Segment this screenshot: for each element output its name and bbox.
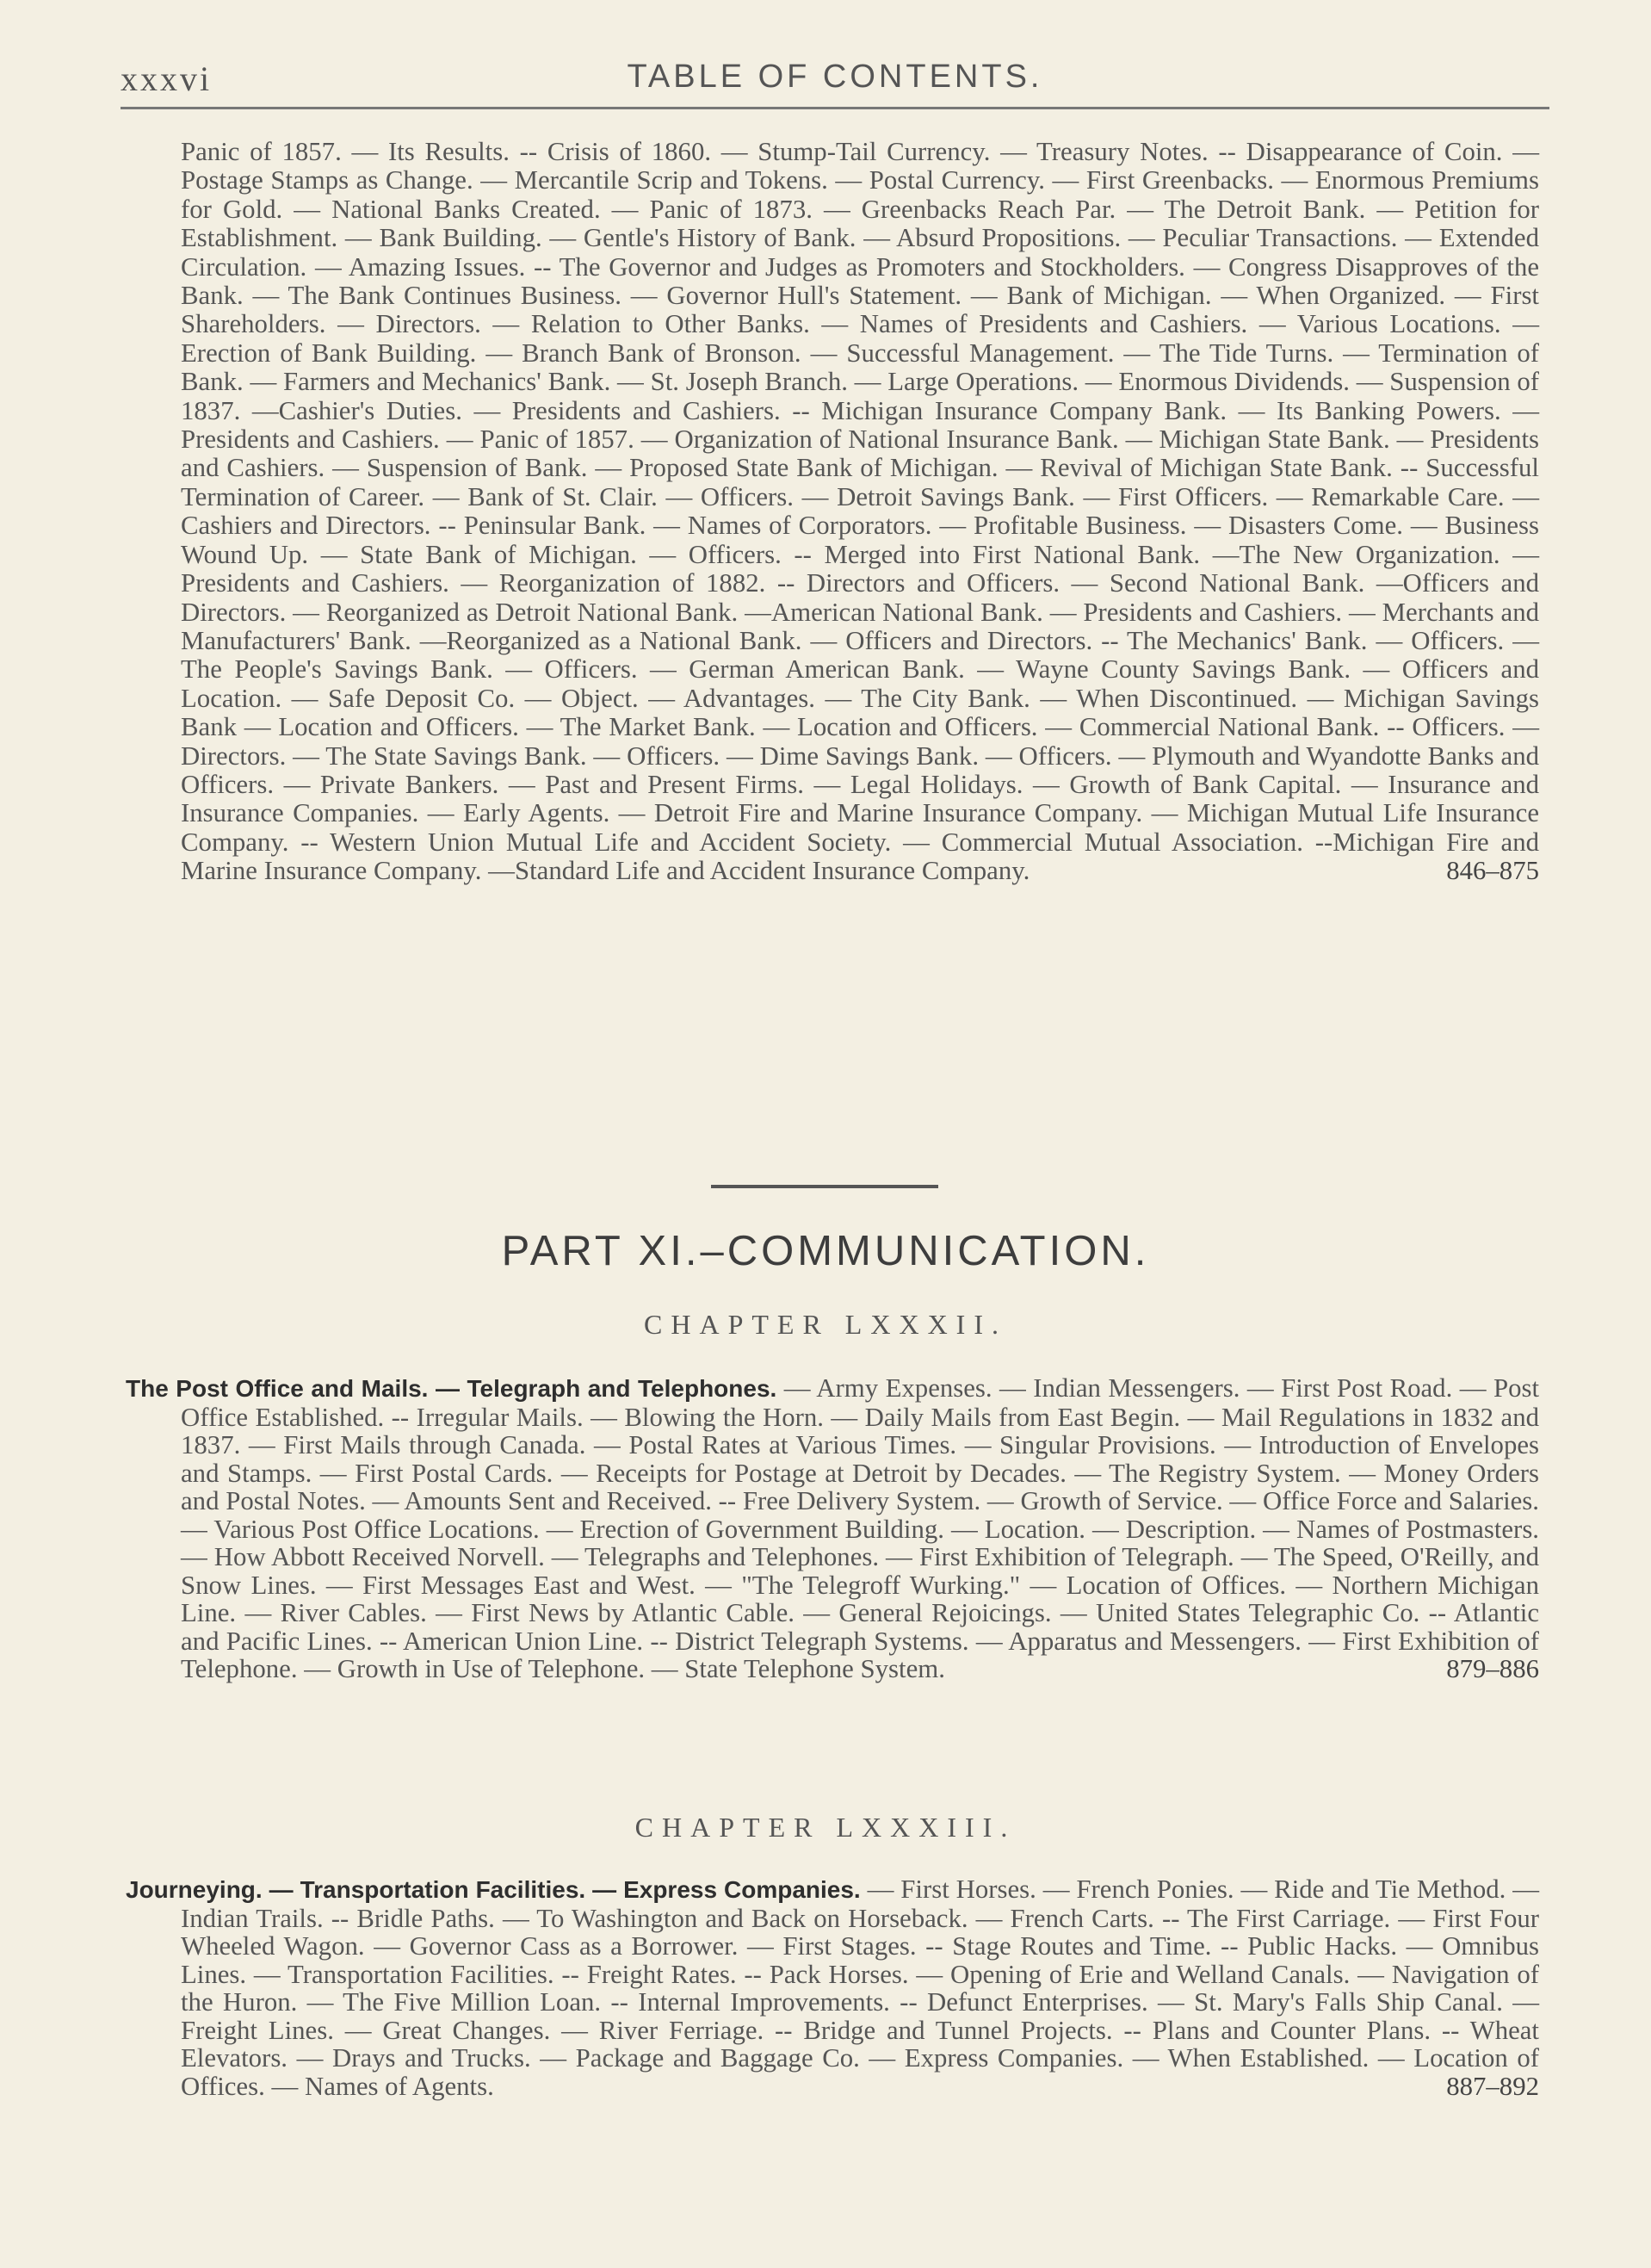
- header-rule: [121, 107, 1549, 109]
- chapter-heading: CHAPTER LXXXII.: [644, 1309, 1007, 1340]
- page-range: 887–892: [1446, 2071, 1539, 2101]
- entry-text: — Army Expenses. — Indian Messengers. — First Post Road. — Post Office Established. -- Irregular Mails. — Blowing the Horn. — Daily Mails from East Begin. — Mail Regulations in 1832 and 1837. — First Mails through Canada. — Postal Rates at Various Times. — Singular Provisions. — Introduction of Envelopes and Stamps. — First Postal Cards. — Receipts for Postage at Detroit by Decades. — The Registry System. — Money Orders and Postal Notes. — Amounts Sent and Received. -- Free Delivery System. — Growth of Service. — Office Force and Salaries. — Various Post Office Locations. — Erection of Government Building. — Location. — Description. — Names of Postmasters. — How Abbott Received Norvell. — Telegraphs and Telephones. — First Exhibition of Telegraph. — The Speed, O'Reilly, and Snow Lines. — First Messages East and West. — "The Telegroff Wurking." — Location of Offices. — Northern Michigan Line. — River Cables. — First News by Atlantic Cable. — General Rejoicings. — United States Telegraphic Co. -- Atlantic and Pacific Lines. -- American Union Line. -- District Telegraph Systems. — Apparatus and Messengers. — First Exhibition of Telephone. — Growth in Use of Telephone. — State Telephone System.: [181, 1373, 1540, 1683]
- chapter-lead: The Post Office and Mails. — Telegraph and Telephones.: [126, 1375, 777, 1402]
- running-title: TABLE OF CONTENTS.: [627, 59, 1043, 95]
- chapter-entry: [126, 1373, 1540, 1683]
- page-range: 879–886: [1446, 1654, 1539, 1683]
- page-number: xxxvi: [121, 59, 213, 98]
- chapter-heading: CHAPTER LXXXIII.: [634, 1812, 1017, 1843]
- entry-text: — First Horses. — French Ponies. — Ride and Tie Method. — Indian Trails. -- Bridle Paths. — To Washington and Back on Horseback. — French Carts. -- The First Carriage. — First Four Wheeled Wagon. — Governor Cass as a Borrower. — First Stages. -- Stage Routes and Time. -- Public Hacks. — Omnibus Lines. — Transportation Facilities. -- Freight Rates. -- Pack Horses. — Opening of Erie and Welland Canals. — Navigation of the Huron. — The Five Million Loan. -- Internal Improvements. -- Defunct Enterprises. — St. Mary's Falls Ship Canal. — Freight Lines. — Great Changes. — River Ferriage. -- Bridge and Tunnel Projects. -- Plans and Counter Plans. -- Wheat Elevators. — Drays and Trucks. — Package and Baggage Co. — Express Companies. — When Established. — Location of Offices. — Names of Agents.: [181, 1875, 1539, 2101]
- chapter-lead: Journeying. — Transportation Facilities. — Express Companies.: [126, 1876, 861, 1903]
- section-divider: [711, 1185, 938, 1188]
- entry-text: Panic of 1857. — Its Results. -- Crisis of 1860. — Stump-Tail Currency. — Treasury Notes. -- Disappearance of Coin. — Postage Stamps as Change. — Mercantile Scrip and Tokens. — Postal Currency. — First Greenbacks. — Enormous Premiums for Gold. — National Banks Created. — Panic of 1873. — Greenbacks Reach Par. — The Detroit Bank. — Petition for Establishment. — Bank Building. — Gentle's History of Bank. — Absurd Propositions. — Peculiar Transactions. — Extended Circulation. — Amazing Issues. -- The Governor and Judges as Promoters and Stockholders. — Congress Disapproves of the Bank. — The Bank Continues Business. — Governor Hull's Statement. — Bank of Michigan. — When Organized. — First Shareholders. — Directors. — Relation to Other Banks. — Names of Presidents and Cashiers. — Various Locations. — Erection of Bank Building. — Branch Bank of Bronson. — Successful Management. — The Tide Turns. — Termination of Bank. — Farmers and Mechanics' Bank. — St. Joseph Branch. — Large Operations. — Enormous Dividends. — Suspension of 1837. —Cashier's Duties. — Presidents and Cashiers. -- Michigan Insurance Company Bank. — Its Banking Powers. — Presidents and Cashiers. — Panic of 1857. — Organization of National Insurance Bank. — Michigan State Bank. — Presidents and Cashiers. — Suspension of Bank. — Proposed State Bank of Michigan. — Revival of Michigan State Bank. -- Successful Termination of Career. — Bank of St. Clair. — Officers. — Detroit Savings Bank. — First Officers. — Remarkable Care. — Cashiers and Directors. -- Peninsular Bank. — Names of Corporators. — Profitable Business. — Disasters Come. — Business Wound Up. — State Bank of Michigan. — Officers. -- Merged into First National Bank. —The New Organization. — Presidents and Cashiers. — Reorganization of 1882. -- Directors and Officers. — Second National Bank. —Officers and Directors. — Reorganized as Detroit National Bank. —American National Bank. — Presidents and Cashiers. — Merchants and Manufacturers' Bank. —Reorganized as a National Bank. — Officers and Directors. -- The Mechanics' Bank. — Officers. — The People's Savings Bank. — Officers. — German American Bank. — Wayne County Savings Bank. — Officers and Location. — Safe Deposit Co. — Object. — Advantages. — The City Bank. — When Discontinued. — Michigan Savings Bank — Location and Officers. — The Market Bank. — Location and Officers. — Commercial National Bank. -- Officers. — Directors. — The State Savings Bank. — Officers. — Dime Savings Bank. — Officers. — Plymouth and Wyandotte Banks and Officers. — Private Bankers. — Past and Present Firms. — Legal Holidays. — Growth of Bank Capital. — Insurance and Insurance Companies. — Early Agents. — Detroit Fire and Marine Insurance Company. — Michigan Mutual Life Insurance Company. -- Western Union Mutual Life and Accident Society. — Commercial Mutual Association. --Michigan Fire and Marine Insurance Company. —Standard Life and Accident Insurance Company.: [181, 137, 1539, 886]
- page-range: 846–875: [1446, 856, 1539, 886]
- chapter-entry: [126, 1875, 1539, 2101]
- part-title: PART XI.–COMMUNICATION.: [501, 1228, 1150, 1274]
- continued-contents-entry: [181, 138, 1539, 886]
- page-header: [121, 53, 1549, 105]
